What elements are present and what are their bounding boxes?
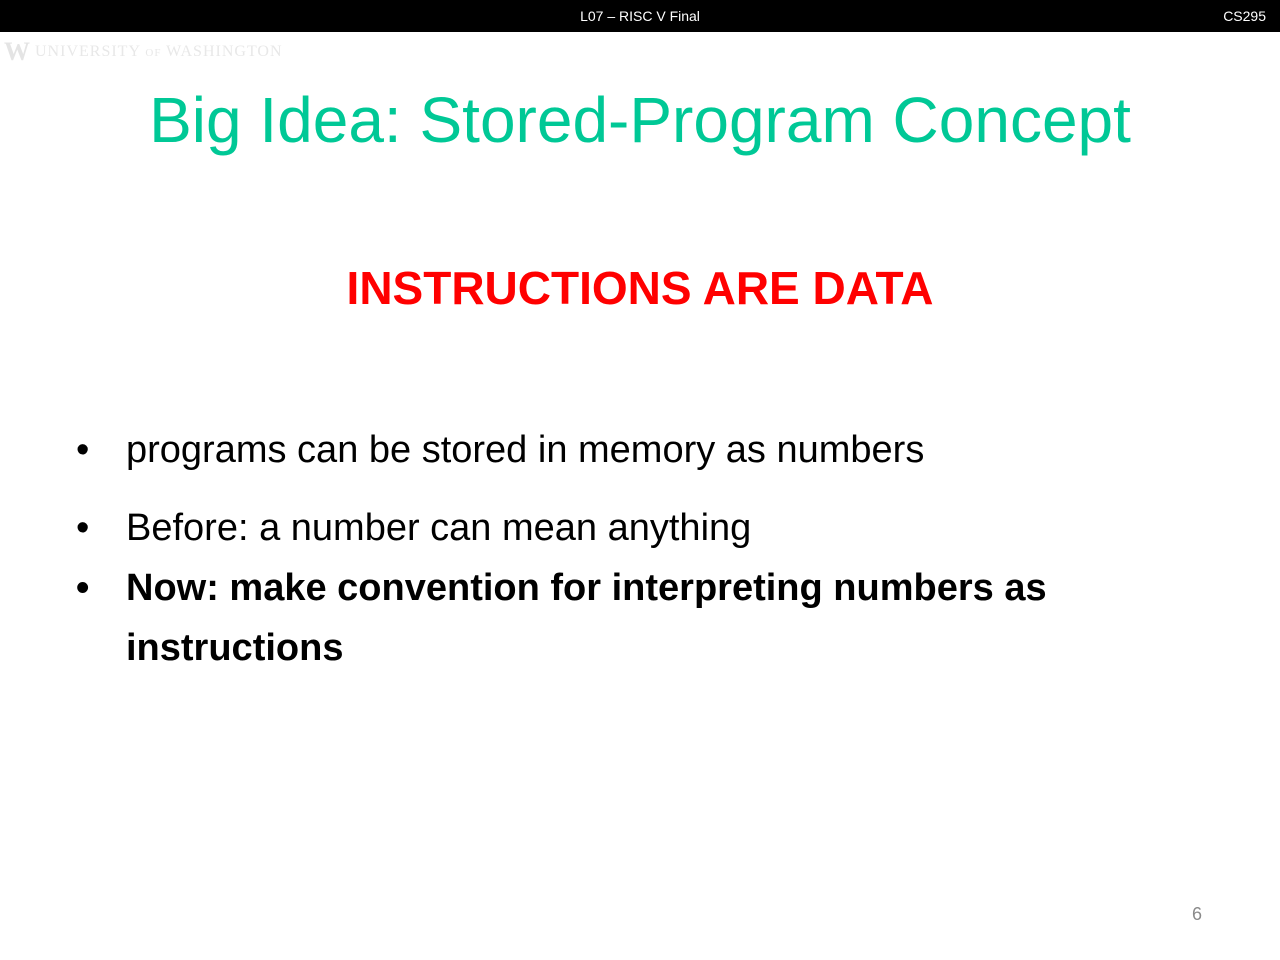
bullet-icon: • <box>76 507 90 549</box>
bullet-icon: • <box>76 567 90 609</box>
page-number: 6 <box>1191 904 1202 924</box>
bullet-text: programs can be stored in memory as numbers <box>126 429 925 471</box>
slide-title: Big Idea: Stored-Program Concept <box>149 84 1131 156</box>
course-code: CS295 <box>1223 8 1266 24</box>
bullet-text: Now: make convention for interpreting numbers as instructions <box>126 567 1047 669</box>
university-logo <box>4 37 283 66</box>
bullet-icon: • <box>76 429 90 471</box>
list-item <box>76 420 1206 480</box>
slide-subheading: INSTRUCTIONS ARE DATA <box>346 262 934 314</box>
uw-wordmark: UNIVERSITY of WASHINGTON <box>35 43 283 60</box>
bullet-text: Before: a number can mean anything <box>126 507 752 549</box>
list-item <box>76 558 1206 678</box>
list-item <box>76 498 1206 558</box>
bullet-list <box>76 420 1206 678</box>
top-bar <box>0 0 1280 32</box>
uw-w-icon: W <box>4 37 31 66</box>
lecture-title: L07 – RISC V Final <box>580 8 700 24</box>
